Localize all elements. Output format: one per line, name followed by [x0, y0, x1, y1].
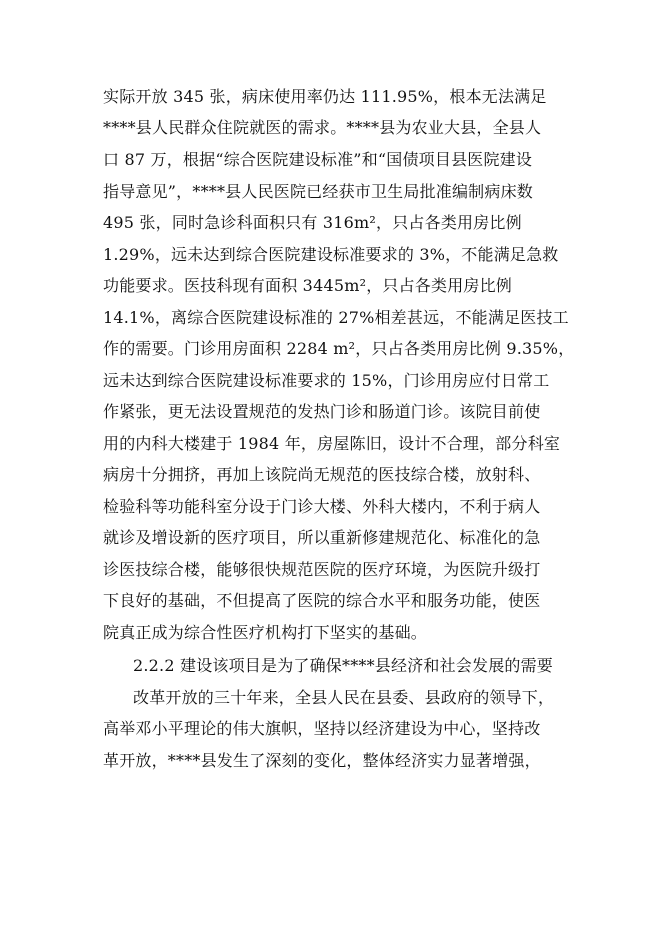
body-text-line: 改革开放的三十年来，全县人民在县委、县政府的领导下， [133, 688, 555, 707]
body-text-line: 14.1%，离综合医院建设标准的 27%相差甚远，不能满足医技工 [103, 308, 569, 327]
body-text-line: 远未达到综合医院建设标准要求的 15%，门诊用房应付日常工 [103, 371, 550, 390]
body-text-line: 就诊及增设新的医疗项目，所以重新修建规范化、标准化的急 [103, 528, 541, 547]
body-text-line: 1.29%，远未达到综合医院建设标准要求的 3%，不能满足急救 [103, 245, 559, 264]
body-text-line: 下良好的基础，不但提高了医院的综合水平和服务功能，使医 [103, 591, 541, 610]
body-text-line: 检验科等功能科室分设于门诊大楼、外科大楼内，不利于病人 [103, 497, 541, 516]
body-text-line: 病房十分拥挤，再加上该院尚无规范的医技综合楼，放射科、 [103, 465, 541, 484]
body-text-line: 实际开放 345 张，病床使用率仍达 111.95%，根本无法满足 [103, 87, 547, 106]
body-text-line: ****县人民群众住院就医的需求。****县为农业大县，全县人 [103, 118, 542, 137]
body-text-line: 功能要求。医技科现有面积 3445m²，只占各类用房比例 [103, 276, 512, 295]
body-text-line: 院真正成为综合性医疗机构打下坚实的基础。 [103, 623, 428, 642]
body-text-line: 495 张，同时急诊科面积只有 316m²，只占各类用房比例 [103, 213, 522, 232]
body-text-line: 作紧张，更无法设置规范的发热门诊和肠道门诊。该院目前使 [103, 402, 541, 421]
section-heading: 2.2.2 建设该项目是为了确保****县经济和社会发展的需要 [133, 656, 553, 675]
body-text-line: 指导意见”，****县人民医院已经获市卫生局批准编制病床数 [103, 182, 533, 201]
body-text-line: 作的需要。门诊用房面积 2284 m²，只占各类用房比例 9.35%， [103, 339, 575, 358]
body-text-line: 用的内科大楼建于 1984 年，房屋陈旧，设计不合理，部分科室 [103, 434, 561, 453]
body-text-line: 革开放，****县发生了深刻的变化，整体经济实力显著增强， [103, 751, 541, 770]
body-text-line: 高举邓小平理论的伟大旗帜，坚持以经济建设为中心，坚持改 [103, 719, 541, 738]
body-text-line: 口 87 万，根据“综合医院建设标准”和“国债项目县医院建设 [103, 150, 533, 169]
body-text-line: 诊医技综合楼，能够很快规范医院的医疗环境，为医院升级打 [103, 560, 541, 579]
